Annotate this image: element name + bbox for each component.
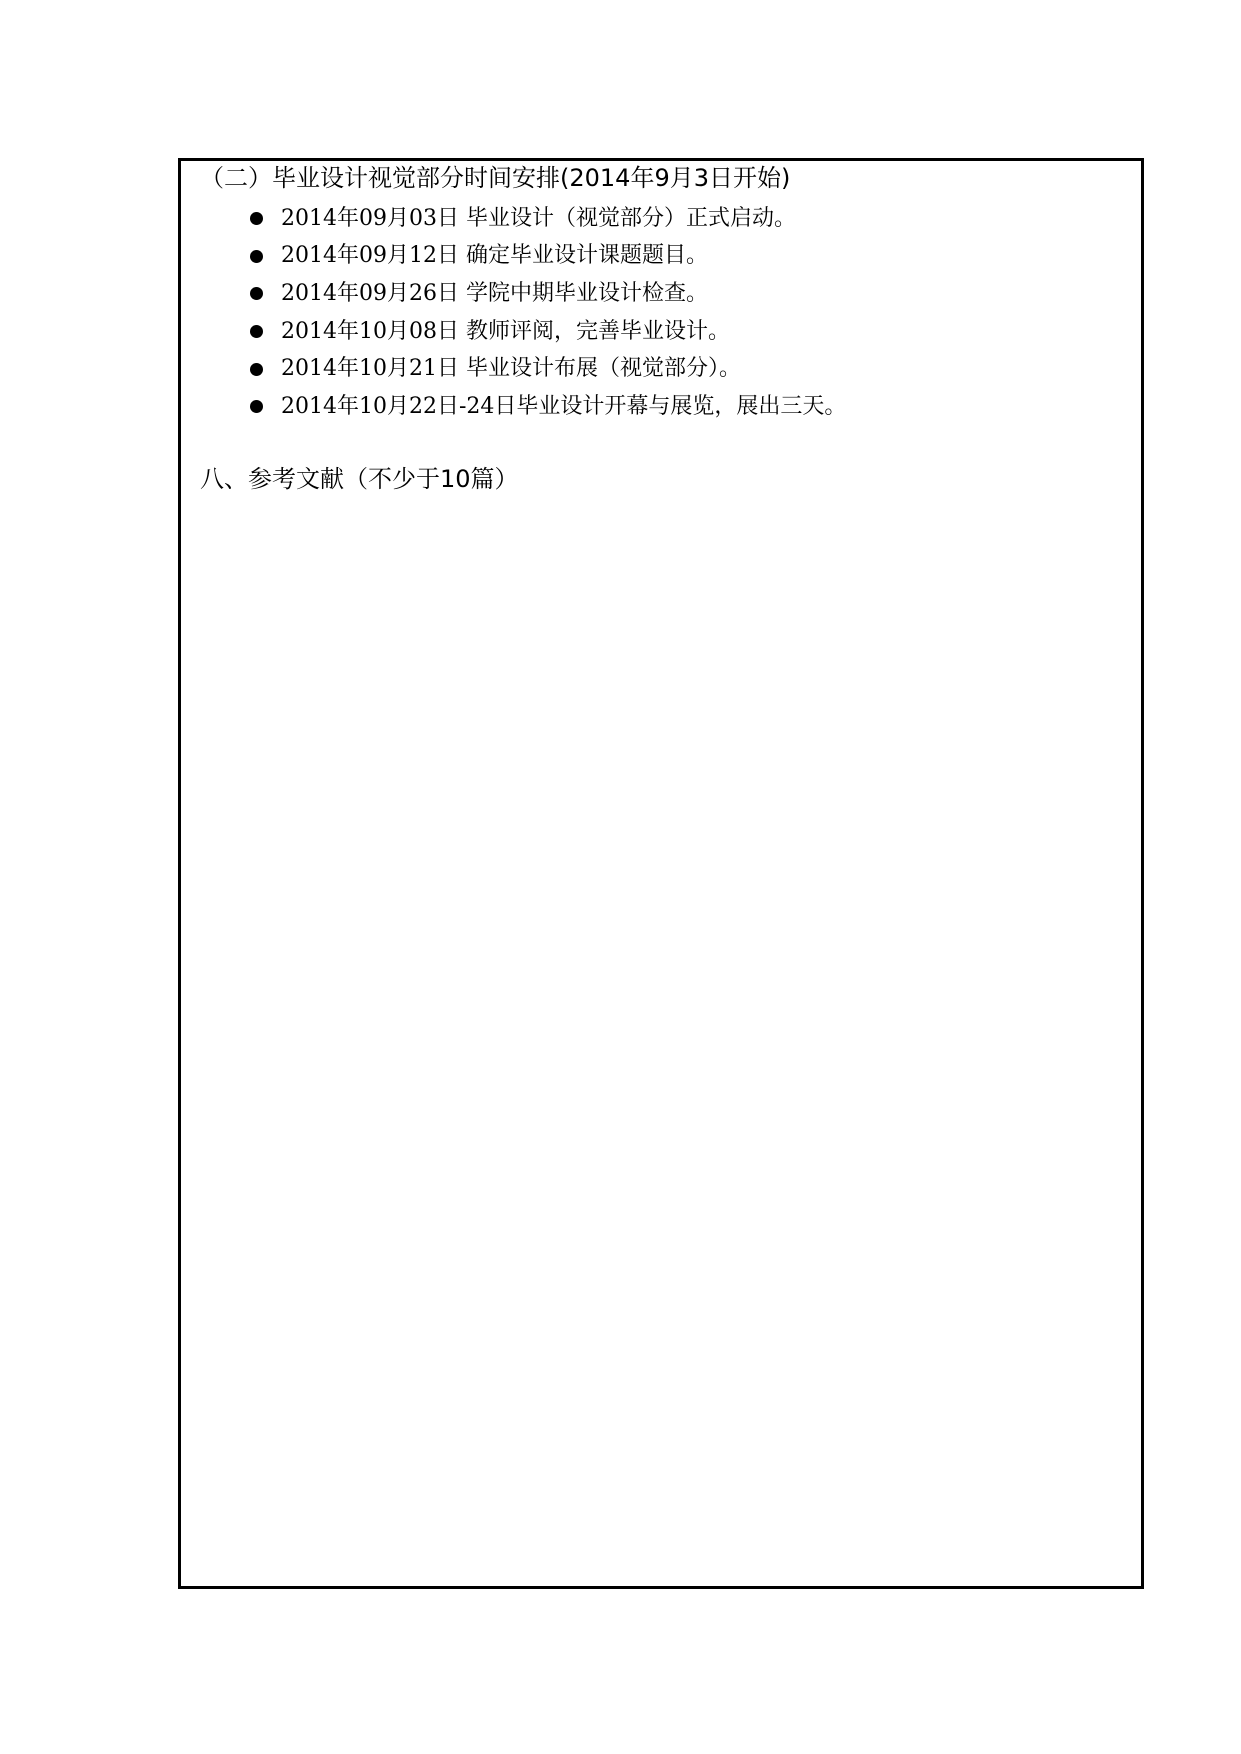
schedule-item-text: 2014年10月21日 毕业设计布展（视觉部分）。 (281, 356, 741, 382)
schedule-section-heading: （二）毕业设计视觉部分时间安排(2014年9月3日开始) (200, 164, 791, 192)
bullet-icon (250, 250, 263, 263)
schedule-list (250, 200, 846, 426)
bullet-icon (250, 287, 263, 300)
schedule-item-text: 2014年09月12日 确定毕业设计课题题目。 (281, 243, 708, 269)
bullet-icon (250, 400, 263, 413)
bullet-icon (250, 363, 263, 376)
bullet-icon (250, 212, 263, 225)
bullet-icon (250, 325, 263, 338)
list-item (250, 275, 846, 313)
list-item (250, 350, 846, 388)
schedule-item-text: 2014年09月26日 学院中期毕业设计检查。 (281, 280, 708, 306)
references-heading: 八、参考文献（不少于10篇） (200, 465, 519, 493)
list-item (250, 238, 846, 276)
schedule-item-text: 2014年09月03日 毕业设计（视觉部分）正式启动。 (281, 205, 796, 231)
list-item (250, 388, 846, 426)
schedule-item-text: 2014年10月08日 教师评阅，完善毕业设计。 (281, 318, 730, 344)
schedule-item-text: 2014年10月22日-24日毕业设计开幕与展览，展出三天。 (281, 393, 847, 419)
list-item (250, 200, 846, 238)
list-item (250, 313, 846, 351)
